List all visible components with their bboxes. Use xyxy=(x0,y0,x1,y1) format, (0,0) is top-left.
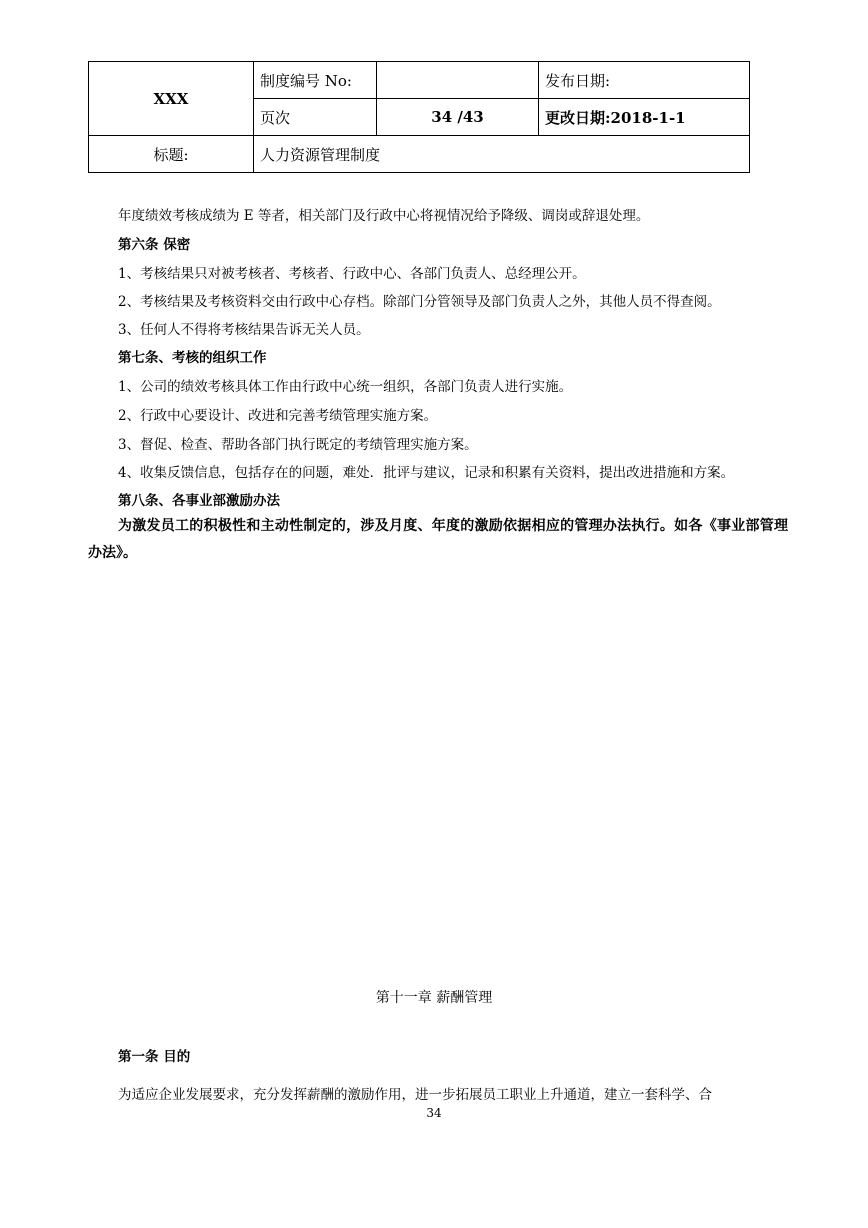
article-7-item-4: 4、收集反馈信息，包括存在的问题，难处．批评与建议，记录和积累有关资料，提出改进措施和方案。 xyxy=(118,465,735,481)
chapter-title: 第十一章 薪酬管理 xyxy=(375,990,493,1006)
article-6-item-2: 2、考核结果及考核资料交由行政中心存档。除部门分管领导及部门负责人之外，其他人员不得查阅。 xyxy=(118,294,721,310)
revise-date: 更改日期:2018-1-1 xyxy=(539,99,750,136)
article-8-heading: 第八条、各事业部激励办法 xyxy=(118,493,280,509)
paragraph-grade-e: 年度绩效考核成绩为 E 等者，相关部门及行政中心将视情况给予降级、调岗或辞退处理。 xyxy=(118,208,650,224)
document-header-table xyxy=(88,61,750,173)
header-row-3 xyxy=(89,136,750,173)
page-value: 34 /43 xyxy=(377,99,539,136)
article-6-item-3: 3、任何人不得将考核结果告诉无关人员。 xyxy=(118,322,370,338)
article-7-item-3: 3、督促、检查、帮助各部门执行既定的考绩管理实施方案。 xyxy=(118,437,478,453)
article-7-heading: 第七条、考核的组织工作 xyxy=(118,350,267,366)
company-name: XXX xyxy=(89,62,254,136)
article-6-item-1: 1、考核结果只对被考核者、考核者、行政中心、各部门负责人、总经理公开。 xyxy=(118,266,586,282)
article-7-item-2: 2、行政中心要设计、改进和完善考绩管理实施方案。 xyxy=(118,408,438,424)
article-7-item-1: 1、公司的绩效考核具体工作由行政中心统一组织，各部门负责人进行实施。 xyxy=(118,379,573,395)
page-label: 页次 xyxy=(254,99,377,136)
page-number: 34 xyxy=(426,1106,442,1120)
doc-no-value xyxy=(377,62,539,99)
title-label: 标题: xyxy=(89,136,254,173)
publish-date-label: 发布日期: xyxy=(539,62,750,99)
article-1-heading: 第一条 目的 xyxy=(118,1049,191,1065)
title-value: 人力资源管理制度 xyxy=(254,136,750,173)
article-6-heading: 第六条 保密 xyxy=(118,237,191,253)
article-1-text: 为适应企业发展要求，充分发挥薪酬的激励作用，进一步拓展员工职业上升通道，建立一套科学、合 xyxy=(118,1087,712,1103)
doc-no-label: 制度编号 No: xyxy=(254,62,377,99)
article-8-paragraph: 为激发员工的积极性和主动性制定的，涉及月度、年度的激励依据相应的管理办法执行。如各《事业部管理办法》。 xyxy=(88,518,788,561)
header-row-1 xyxy=(89,62,750,99)
